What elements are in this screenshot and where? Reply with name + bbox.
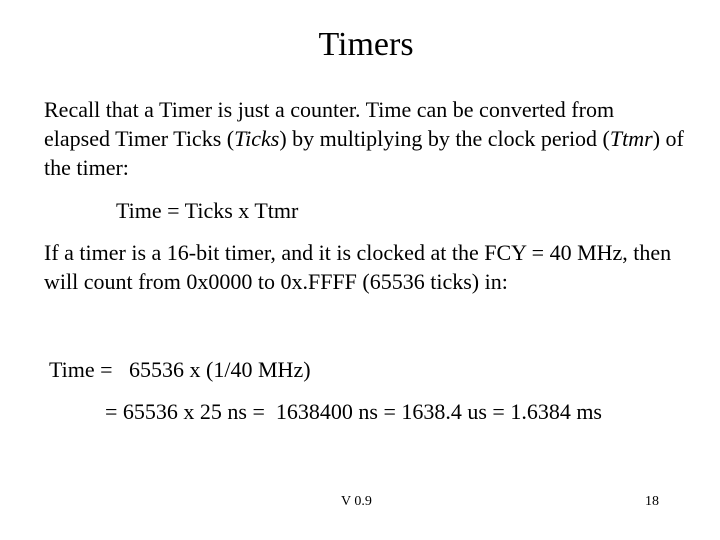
slide-title: Timers [318, 26, 414, 63]
version-label: V 0.9 [341, 494, 372, 509]
time-result: = 65536 x 25 ns = 1638400 ns = 1638.4 us = 1.6384 ms [105, 399, 602, 424]
ticks-term: Ticks [234, 126, 280, 151]
time-calculation: Time = 65536 x (1/40 MHz) [49, 357, 311, 382]
intro-text-2: ) by multiplying by the clock period ( [279, 126, 610, 151]
intro-text-1: Recall that a Timer is just a counter. Time can be converted from elapsed Timer Ticks ( [44, 97, 615, 151]
time-formula: Time = Ticks x Ttmr [116, 198, 299, 223]
intro-paragraph [44, 95, 684, 182]
intro-text-3: ) of the timer: [44, 126, 684, 180]
timer-example-paragraph: If a timer is a 16-bit timer, and it is clocked at the FCY = 40 MHz, then will count from 0x0000 to 0x.FFFF (65536 ticks) in: [44, 240, 672, 294]
page-number: 18 [645, 494, 659, 509]
ttmr-term: Ttmr [609, 126, 653, 151]
